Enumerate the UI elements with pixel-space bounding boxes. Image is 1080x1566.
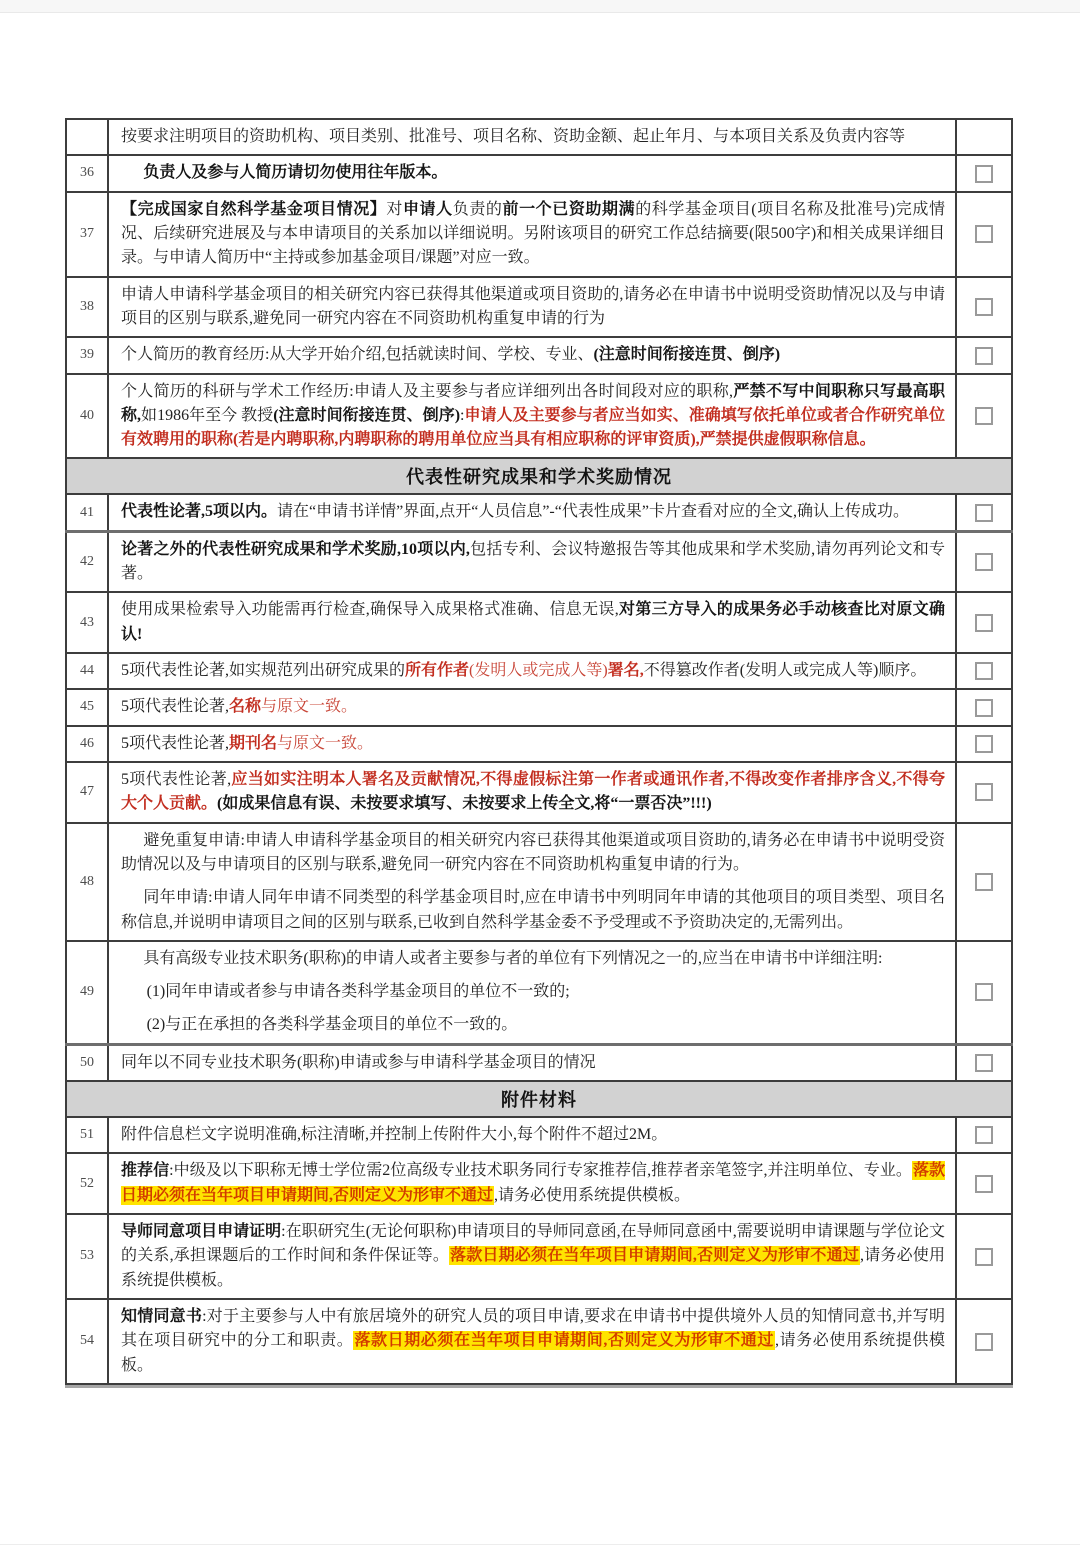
text-segment: 不得篡改作者(发明人或完成人等)顺序。	[643, 662, 927, 679]
page-bottom-line	[0, 1544, 1080, 1545]
text-segment: (2)与正在承担的各类科学基金项目的单位不一致的。	[146, 1016, 518, 1034]
table-row	[66, 1117, 1012, 1153]
text-segment: (注意时间衔接连贯、倒序)	[593, 346, 781, 364]
row-number: 49	[66, 941, 108, 1044]
text-segment: 导师同意项目申请证明	[121, 1223, 282, 1240]
row-checkbox-cell	[956, 1299, 1012, 1384]
text-segment: 署名,	[607, 662, 644, 679]
table-row	[66, 192, 1012, 277]
row-number: 52	[66, 1153, 108, 1214]
checkbox-icon[interactable]	[975, 1248, 993, 1266]
row-checkbox-cell	[956, 1214, 1012, 1299]
paragraph	[121, 125, 945, 149]
text-segment: 具有高级专业技术职务(职称)的申请人或者主要参与者的单位有下列情况之一的,应当在申请书中详细注明:	[143, 949, 883, 967]
paragraph	[121, 947, 945, 971]
table-row	[66, 494, 1012, 531]
row-number: 53	[66, 1214, 108, 1299]
checkbox-icon[interactable]	[975, 504, 993, 522]
text-segment: 同年以不同专业技术职务(职称)申请或参与申请科学基金项目的情况	[121, 1053, 596, 1071]
row-number: 38	[66, 277, 108, 338]
text-segment: 严禁不写中间职称只写最高职称,	[121, 382, 945, 424]
paragraph	[121, 1159, 945, 1208]
row-checkbox-cell	[956, 531, 1012, 592]
text-segment: 5项代表性论著,	[121, 698, 230, 716]
text-segment: 5项代表性论著,	[121, 734, 230, 752]
row-checkbox-cell	[956, 1153, 1012, 1214]
table-row	[66, 689, 1012, 725]
row-checkbox-cell	[956, 119, 1012, 155]
text-segment: 包括专利、会议特邀报告等其他成果和学术奖励,请勿再列论文和专著。	[121, 540, 945, 583]
row-content	[108, 277, 956, 338]
text-segment: 申请人申请科学基金项目的相关研究内容已获得其他渠道或项目资助的,请务必在申请书中说明受资助情况以及与申请项目的区别与联系,避免同一研究内容在不同资助机构重复申请的行为	[121, 285, 945, 327]
paragraph	[121, 659, 945, 683]
row-content	[108, 337, 956, 373]
row-checkbox-cell	[956, 155, 1012, 191]
row-content	[108, 192, 956, 277]
row-content	[108, 689, 956, 725]
table-row	[66, 1153, 1012, 1214]
paragraph	[121, 829, 945, 878]
row-content	[108, 374, 956, 459]
section-header-row	[66, 1081, 1012, 1117]
table-row	[66, 1214, 1012, 1299]
row-number: 37	[66, 192, 108, 277]
row-number: 50	[66, 1044, 108, 1081]
text-segment: 附件信息栏文字说明准确,标注清晰,并控制上传附件大小,每个附件不超过2M。	[121, 1126, 668, 1144]
row-content	[108, 592, 956, 653]
checkbox-icon[interactable]	[975, 1126, 993, 1144]
text-segment: 【完成国家自然科学基金项目情况】	[121, 200, 387, 218]
paragraph	[121, 198, 945, 271]
table-row	[66, 277, 1012, 338]
checkbox-icon[interactable]	[975, 983, 993, 1001]
text-segment: 知情同意书	[121, 1307, 203, 1325]
row-checkbox-cell	[956, 494, 1012, 531]
checkbox-icon[interactable]	[975, 783, 993, 801]
text-segment: 所有作者	[405, 662, 470, 679]
text-segment: 对第三方导入的成果务必手动核查比对原文确认!	[121, 601, 945, 643]
row-content	[108, 1214, 956, 1299]
checkbox-icon[interactable]	[975, 699, 993, 717]
row-number: 54	[66, 1299, 108, 1384]
checkbox-icon[interactable]	[975, 873, 993, 891]
paragraph	[121, 380, 945, 453]
checkbox-icon[interactable]	[975, 347, 993, 365]
text-segment: 与原文一致。	[277, 734, 374, 752]
row-number: 41	[66, 494, 108, 531]
table-row	[66, 823, 1012, 941]
checkbox-icon[interactable]	[975, 407, 993, 425]
text-segment: 个人简历的教育经历:从大学开始介绍,包括就读时间、学校、专业、	[121, 346, 594, 364]
text-segment: 申请人及主要参与者应当如实、准确填写依托单位或者合作研究单位有效聘用的职称(若是内聘职称,内聘职称的聘用单位应当具有相应职称的评审资质),严禁提供虚假职称信息。	[121, 406, 945, 449]
checklist-table	[65, 118, 1013, 1385]
text-segment: 同年申请:申请人同年申请不同类型的科学基金项目时,应在申请书中列明同年申请的其他项目的项目类型、项目名称信息,并说明申请项目之间的区别与联系,已收到自然科学基金委不予受理或不予资助决定的,无需列出。	[121, 889, 945, 931]
row-checkbox-cell	[956, 653, 1012, 689]
table-row	[66, 1299, 1012, 1384]
section-header-label: 代表性研究成果和学术奖励情况	[66, 458, 1012, 494]
table-row	[66, 531, 1012, 592]
row-number: 39	[66, 337, 108, 373]
text-segment: ,请务必使用系统提供模板。	[121, 1247, 945, 1289]
text-segment: 应当如实注明本人署名及贡献情况,不得虚假标注第一作者或通讯作者,不得改变作者排序含义,不得夸大个人贡献。	[121, 770, 945, 813]
row-content	[108, 762, 956, 823]
highlighted-warning-text: 落款日期必须在当年项目申请期间,否则定义为形审不通过	[121, 1162, 945, 1204]
row-number: 43	[66, 592, 108, 653]
table-row	[66, 1044, 1012, 1081]
paragraph	[121, 980, 945, 1004]
text-segment: :对于主要参与人中有旅居境外的研究人员的项目申请,要求在申请书中提供境外人员的知情同意书,并写明其在项目研究中的分工和职责。	[121, 1307, 945, 1350]
paragraph	[121, 1013, 945, 1037]
checklist-table-body	[66, 119, 1012, 1384]
section-header-label: 附件材料	[66, 1081, 1012, 1117]
text-segment: :在职研究生(无论何职称)申请项目的导师同意函,在导师同意函中,需要说明申请课题与学位论文的关系,承担课题后的工作时间和条件保证等。	[121, 1223, 945, 1265]
text-segment: 按要求注明项目的资助机构、项目类别、批准号、项目名称、资助金额、起止年月、与本项目关系及负责内容等	[121, 128, 906, 145]
table-row	[66, 119, 1012, 155]
text-segment: ,请务必使用系统提供模板。	[121, 1332, 945, 1374]
checkbox-icon[interactable]	[975, 1333, 993, 1351]
row-number: 44	[66, 653, 108, 689]
text-segment: 的科学基金项目(项目名称及批准号)完成情况、后续研究进展及与本申请项目的关系加以详细说明。另附该项目的研究工作总结摘要(限500字)和相关成果详细目录。与申请人简历中“主持或参加基金项目/课题”对应一致。	[121, 200, 945, 267]
text-segment: 如1986年至今 教授	[141, 406, 274, 424]
row-checkbox-cell	[956, 337, 1012, 373]
row-number: 47	[66, 762, 108, 823]
row-content	[108, 1044, 956, 1081]
row-checkbox-cell	[956, 277, 1012, 338]
text-segment: 期刊名	[229, 734, 278, 752]
row-content	[108, 531, 956, 592]
row-checkbox-cell	[956, 823, 1012, 941]
text-segment: (1)同年申请或者参与申请各类科学基金项目的单位不一致的;	[146, 983, 570, 1001]
paragraph	[121, 1123, 945, 1147]
row-checkbox-cell	[956, 1117, 1012, 1153]
text-segment: (发明人或完成人等)	[469, 662, 608, 679]
table-row	[66, 155, 1012, 191]
table-row	[66, 941, 1012, 1044]
text-segment: 代表性论著,5项以内。	[121, 503, 278, 521]
row-content	[108, 119, 956, 155]
row-checkbox-cell	[956, 726, 1012, 762]
row-number: 48	[66, 823, 108, 941]
table-row	[66, 726, 1012, 762]
checkbox-icon[interactable]	[975, 735, 993, 753]
row-checkbox-cell	[956, 1044, 1012, 1081]
paragraph	[121, 500, 945, 524]
text-segment: 个人简历的科研与学术工作经历:申请人及主要参与者应详细列出各时间段对应的职称,	[121, 382, 734, 400]
text-segment: 申请人	[402, 200, 453, 218]
row-checkbox-cell	[956, 689, 1012, 725]
row-content	[108, 726, 956, 762]
checkbox-icon[interactable]	[975, 225, 993, 243]
text-segment: ,请务必使用系统提供模板。	[494, 1186, 691, 1204]
table-row	[66, 653, 1012, 689]
text-segment: :	[460, 406, 465, 424]
checkbox-icon[interactable]	[975, 165, 993, 183]
row-content	[108, 653, 956, 689]
text-segment: 负责的	[452, 200, 503, 218]
section-header-row	[66, 458, 1012, 494]
text-segment: 推荐信	[121, 1162, 170, 1180]
table-row	[66, 762, 1012, 823]
row-content	[108, 1117, 956, 1153]
paragraph	[121, 732, 945, 756]
text-segment: 对	[386, 200, 403, 218]
text-segment: 前一个已资助期满	[502, 200, 636, 218]
paragraph	[121, 598, 945, 647]
row-content	[108, 1153, 956, 1214]
text-segment: 使用成果检索导入功能需再行检查,确保导入成果格式准确、信息无误,	[121, 601, 619, 619]
text-segment: (注意时间衔接连贯、倒序)	[273, 406, 461, 424]
paragraph	[121, 768, 945, 817]
row-number	[66, 119, 108, 155]
paragraph	[121, 1305, 945, 1378]
text-segment: 5项代表性论著,	[121, 770, 232, 788]
row-content	[108, 494, 956, 531]
highlighted-warning-text: 落款日期必须在当年项目申请期间,否则定义为形审不通过	[450, 1247, 860, 1265]
row-content	[108, 941, 956, 1044]
text-segment: 负责人及参与人简历请切勿使用往年版本。	[143, 164, 448, 182]
table-row	[66, 592, 1012, 653]
row-number: 42	[66, 531, 108, 592]
table-row	[66, 374, 1012, 459]
paragraph	[121, 886, 945, 935]
row-number: 51	[66, 1117, 108, 1153]
checkbox-icon[interactable]	[975, 298, 993, 316]
row-number: 45	[66, 689, 108, 725]
paragraph	[121, 1051, 945, 1075]
paragraph	[121, 283, 945, 332]
row-content	[108, 823, 956, 941]
text-segment: (如成果信息有误、未按要求填写、未按要求上传全文,将“一票否决”!!!)	[217, 795, 712, 813]
checkbox-icon[interactable]	[975, 662, 993, 680]
paragraph	[121, 343, 945, 367]
paragraph	[121, 695, 945, 719]
row-checkbox-cell	[956, 192, 1012, 277]
row-checkbox-cell	[956, 374, 1012, 459]
row-checkbox-cell	[956, 762, 1012, 823]
row-content	[108, 155, 956, 191]
row-content	[108, 1299, 956, 1384]
checkbox-icon[interactable]	[975, 1175, 993, 1193]
text-segment: 与原文一致。	[261, 698, 358, 716]
highlighted-warning-text: 落款日期必须在当年项目申请期间,否则定义为形审不通过	[354, 1332, 774, 1350]
page-top-strip	[0, 0, 1080, 13]
row-number: 36	[66, 155, 108, 191]
paragraph	[121, 161, 945, 185]
text-segment: 论著之外的代表性研究成果和学术奖励,10项以内,	[121, 540, 470, 558]
checkbox-icon[interactable]	[975, 1054, 993, 1072]
text-segment: 5项代表性论著,如实规范列出研究成果的	[121, 662, 406, 679]
row-checkbox-cell	[956, 941, 1012, 1044]
text-segment: 避免重复申请:申请人申请科学基金项目的相关研究内容已获得其他渠道或项目资助的,请务必在申请书中说明受资助情况以及与申请项目的区别与联系,避免同一研究内容在不同资助机构重复申请的行为。	[121, 831, 945, 873]
checkbox-icon[interactable]	[975, 614, 993, 632]
row-number: 40	[66, 374, 108, 459]
text-segment: :中级及以下职称无博士学位需2位高级专业技术职务同行专家推荐信,推荐者亲笔签字,并注明单位、专业。	[169, 1162, 912, 1180]
checkbox-icon[interactable]	[975, 553, 993, 571]
text-segment: 名称	[229, 698, 262, 716]
row-checkbox-cell	[956, 592, 1012, 653]
paragraph	[121, 1220, 945, 1293]
paragraph	[121, 538, 945, 587]
row-number: 46	[66, 726, 108, 762]
text-segment: 请在“申请书详情”界面,点开“人员信息”-“代表性成果”卡片查看对应的全文,确认上传成功。	[277, 503, 909, 521]
table-row	[66, 337, 1012, 373]
